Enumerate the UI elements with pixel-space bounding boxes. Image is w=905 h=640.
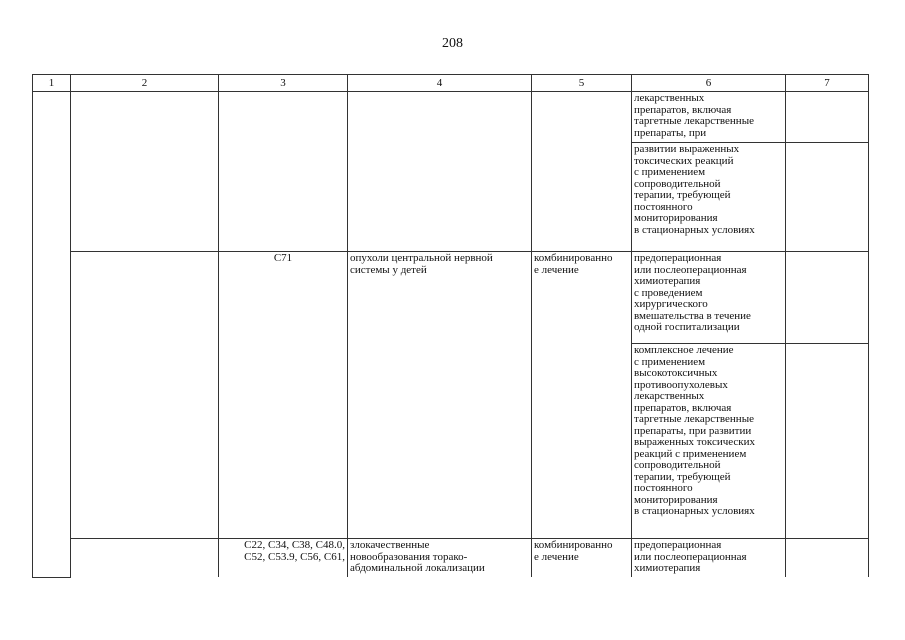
treatment-method-cell: лекарственных препаратов, включая таргетные лекарственные препараты, при xyxy=(632,92,786,143)
col4-cell xyxy=(348,92,532,252)
header-row xyxy=(33,75,869,92)
col7-cell xyxy=(786,143,869,252)
header-col-3: 3 xyxy=(219,75,348,92)
treatment-method-cell: предоперационная или послеоперационная химиотерапия xyxy=(632,539,786,578)
table-row xyxy=(33,252,869,344)
diagnosis-cell: опухоли центральной нервной системы у детей xyxy=(348,252,532,539)
icd-code-cell: C22, C34, C38, C48.0, C52, C53.9, C56, C61, xyxy=(219,539,348,578)
header-col-7: 7 xyxy=(786,75,869,92)
header-col-1: 1 xyxy=(33,75,71,92)
treatment-method-cell: предоперационная или послеоперационная химиотерапия с проведением хирургического вмешательства в течение одной госпитализации xyxy=(632,252,786,344)
header-col-6: 6 xyxy=(632,75,786,92)
diagnosis-cell: злокачественные новообразования торако- абдоминальной локализации xyxy=(348,539,532,578)
col7-cell xyxy=(786,539,869,578)
header-col-5: 5 xyxy=(532,75,632,92)
col2-cell xyxy=(71,539,219,578)
page-number: 208 xyxy=(442,36,463,51)
treatment-method-cell: комплексное лечение с применением высокотоксичных противоопухолевых лекарственных препаратов, включая таргетные лекарственные препараты, при развитии выраженных токсических реакций с применением сопроводительной терапии, требующей постоянного мониторирования в стационарных условиях xyxy=(632,344,786,539)
col2-cell xyxy=(71,92,219,252)
treatment-type-cell: комбинированно е лечение xyxy=(532,252,632,539)
col7-cell xyxy=(786,252,869,344)
header-col-2: 2 xyxy=(71,75,219,92)
col5-cell xyxy=(532,92,632,252)
col2-cell xyxy=(71,252,219,539)
treatment-method-cell: развитии выраженных токсических реакций с применением сопроводительной терапии, требующей постоянного мониторирования в стационарных условиях xyxy=(632,143,786,252)
col7-cell xyxy=(786,344,869,539)
header-col-4: 4 xyxy=(348,75,532,92)
icd-code-cell: C71 xyxy=(219,252,348,539)
col3-cell xyxy=(219,92,348,252)
treatment-type-cell: комбинированно е лечение xyxy=(532,539,632,578)
table-row xyxy=(33,92,869,143)
col7-cell xyxy=(786,92,869,143)
col1-cell xyxy=(33,92,71,578)
medical-care-table xyxy=(32,74,869,578)
table-row xyxy=(33,539,869,578)
